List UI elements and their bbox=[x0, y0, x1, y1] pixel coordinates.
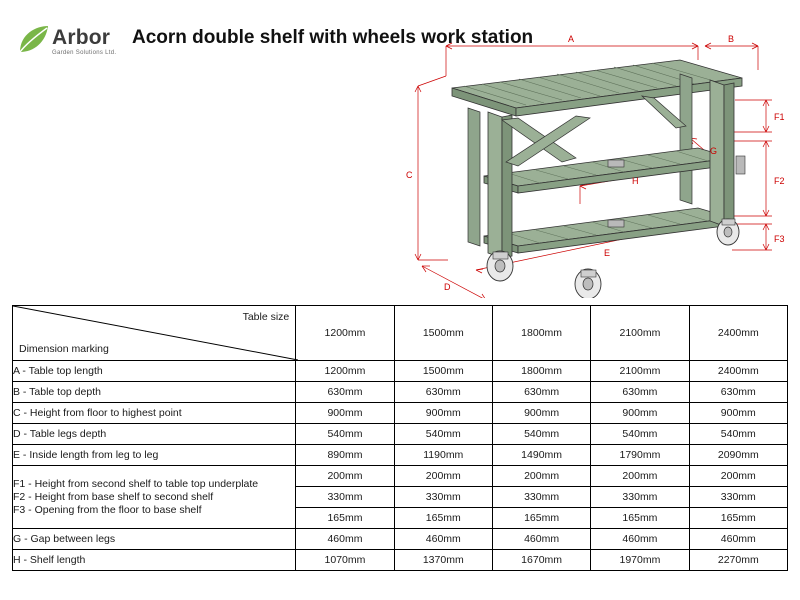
cell-b-2400: 630mm bbox=[689, 382, 787, 403]
cell-f1-2400: 200mm bbox=[689, 466, 787, 487]
table-row bbox=[13, 361, 788, 382]
brand-name: Arbor bbox=[52, 26, 111, 49]
cell-h-2100: 1970mm bbox=[591, 550, 689, 571]
cell-f2-1800: 330mm bbox=[492, 487, 590, 508]
cell-e-2400: 2090mm bbox=[689, 445, 787, 466]
dim-label-G: G bbox=[710, 146, 718, 156]
column-header-1800: 1800mm bbox=[492, 306, 590, 361]
cell-d-1200: 540mm bbox=[296, 424, 394, 445]
row-label-h: H - Shelf length bbox=[13, 550, 296, 571]
cell-e-1200: 890mm bbox=[296, 445, 394, 466]
bench-body bbox=[452, 60, 745, 298]
cell-h-1200: 1070mm bbox=[296, 550, 394, 571]
cell-d-2100: 540mm bbox=[591, 424, 689, 445]
column-header-1500: 1500mm bbox=[394, 306, 492, 361]
dim-label-C: C bbox=[406, 170, 413, 180]
cell-f2-2100: 330mm bbox=[591, 487, 689, 508]
cell-a-1500: 1500mm bbox=[394, 361, 492, 382]
cell-c-2400: 900mm bbox=[689, 403, 787, 424]
dim-label-E: E bbox=[604, 248, 611, 258]
table-size-label: Table size bbox=[242, 311, 290, 323]
column-header-1200: 1200mm bbox=[296, 306, 394, 361]
row-label-a: A - Table top length bbox=[13, 361, 296, 382]
cell-f3-1200: 165mm bbox=[296, 508, 394, 529]
table-corner-cell bbox=[13, 306, 296, 361]
cell-f2-1200: 330mm bbox=[296, 487, 394, 508]
cell-a-2100: 2100mm bbox=[591, 361, 689, 382]
cell-h-1500: 1370mm bbox=[394, 550, 492, 571]
cell-h-1800: 1670mm bbox=[492, 550, 590, 571]
cell-f1-1800: 200mm bbox=[492, 466, 590, 487]
cell-g-1200: 460mm bbox=[296, 529, 394, 550]
cell-d-1800: 540mm bbox=[492, 424, 590, 445]
cell-a-1200: 1200mm bbox=[296, 361, 394, 382]
dim-label-H: H bbox=[632, 176, 639, 186]
cell-f1-2100: 200mm bbox=[591, 466, 689, 487]
dimension-table bbox=[12, 305, 788, 571]
cell-g-1800: 460mm bbox=[492, 529, 590, 550]
row-label-g: G - Gap between legs bbox=[13, 529, 296, 550]
cell-g-1500: 460mm bbox=[394, 529, 492, 550]
cell-f2-1500: 330mm bbox=[394, 487, 492, 508]
table-row bbox=[13, 466, 788, 487]
dim-label-F2: F2 bbox=[774, 176, 785, 186]
product-drawing bbox=[380, 8, 796, 298]
page-title: Acorn double shelf with wheels work station bbox=[132, 27, 534, 48]
cell-c-2100: 900mm bbox=[591, 403, 689, 424]
cell-d-2400: 540mm bbox=[689, 424, 787, 445]
cell-e-1800: 1490mm bbox=[492, 445, 590, 466]
cell-h-2400: 2270mm bbox=[689, 550, 787, 571]
cell-f3-2400: 165mm bbox=[689, 508, 787, 529]
cell-c-1500: 900mm bbox=[394, 403, 492, 424]
dim-label-F3: F3 bbox=[774, 234, 785, 244]
cell-g-2100: 460mm bbox=[591, 529, 689, 550]
cell-f3-1800: 165mm bbox=[492, 508, 590, 529]
row-label-b: B - Table top depth bbox=[13, 382, 296, 403]
cell-e-1500: 1190mm bbox=[394, 445, 492, 466]
table-header-row bbox=[13, 306, 788, 361]
row-label-e: E - Inside length from leg to leg bbox=[13, 445, 296, 466]
cell-b-1500: 630mm bbox=[394, 382, 492, 403]
cell-c-1800: 900mm bbox=[492, 403, 590, 424]
row-label-f-group bbox=[13, 466, 296, 529]
column-header-2100: 2100mm bbox=[591, 306, 689, 361]
cell-f1-1200: 200mm bbox=[296, 466, 394, 487]
table-row bbox=[13, 403, 788, 424]
row-label-f1: F1 - Height from second shelf to table top underplate bbox=[13, 477, 259, 490]
cell-c-1200: 900mm bbox=[296, 403, 394, 424]
row-label-f3: F3 - Opening from the floor to base shelf bbox=[13, 503, 202, 516]
cell-e-2100: 1790mm bbox=[591, 445, 689, 466]
dim-label-B: B bbox=[728, 34, 735, 44]
workbench-diagram-svg bbox=[380, 8, 796, 298]
table-row bbox=[13, 445, 788, 466]
table-row bbox=[13, 550, 788, 571]
dim-label-A: A bbox=[568, 34, 575, 44]
cell-b-1200: 630mm bbox=[296, 382, 394, 403]
column-header-2400: 2400mm bbox=[689, 306, 787, 361]
brand-tagline: Garden Solutions Ltd. bbox=[52, 50, 117, 56]
table-row bbox=[13, 529, 788, 550]
cell-f3-2100: 165mm bbox=[591, 508, 689, 529]
cell-b-1800: 630mm bbox=[492, 382, 590, 403]
dim-label-F1: F1 bbox=[774, 112, 785, 122]
dimension-marking-label: Dimension marking bbox=[19, 343, 109, 355]
table-row bbox=[13, 382, 788, 403]
table-row bbox=[13, 424, 788, 445]
cell-d-1500: 540mm bbox=[394, 424, 492, 445]
row-label-d: D - Table legs depth bbox=[13, 424, 296, 445]
cell-g-2400: 460mm bbox=[689, 529, 787, 550]
brand-logo bbox=[16, 22, 124, 68]
cell-b-2100: 630mm bbox=[591, 382, 689, 403]
row-label-f2: F2 - Height from base shelf to second shelf bbox=[13, 490, 214, 503]
dim-label-D: D bbox=[444, 282, 451, 292]
cell-f1-1500: 200mm bbox=[394, 466, 492, 487]
cell-f3-1500: 165mm bbox=[394, 508, 492, 529]
row-label-c: C - Height from floor to highest point bbox=[13, 403, 296, 424]
cell-a-1800: 1800mm bbox=[492, 361, 590, 382]
cell-a-2400: 2400mm bbox=[689, 361, 787, 382]
cell-f2-2400: 330mm bbox=[689, 487, 787, 508]
